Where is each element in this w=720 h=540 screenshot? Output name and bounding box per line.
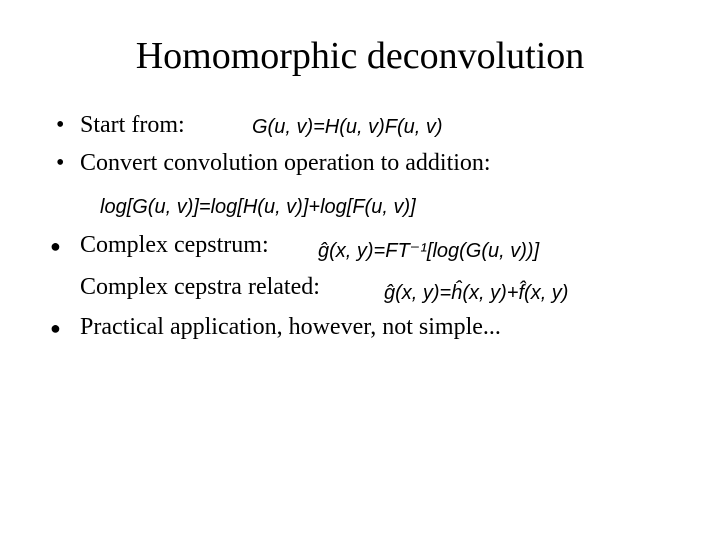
bullet-text: Practical application, however, not simple... [80, 314, 501, 340]
sub-item-text: Complex cepstra related: [80, 274, 320, 300]
bullet-start-from [56, 112, 185, 139]
bullet-convert [56, 150, 491, 177]
slide-title: Homomorphic deconvolution [135, 35, 585, 77]
bullet-marker: • [56, 112, 65, 138]
equation-2: log[G(u, v)]=log[H(u, v)]+log[F(u, v)] [100, 196, 416, 218]
bullet-text: Start from: [80, 112, 185, 138]
bullet-complex-cepstrum [50, 232, 269, 259]
bullet-marker: ● [50, 236, 61, 256]
sub-item-complex-cepstra [80, 274, 320, 301]
bullet-text: Complex cepstrum: [80, 232, 269, 258]
bullet-marker: • [56, 150, 65, 176]
equation-1: G(u, v)=H(u, v)F(u, v) [252, 116, 443, 138]
equation-3: ĝ(x, y)=FT⁻¹[log(G(u, v))] [318, 240, 540, 262]
bullet-text: Convert convolution operation to addition: [80, 150, 491, 176]
bullet-practical [50, 314, 501, 341]
bullet-marker: ● [50, 318, 61, 338]
equation-4: ĝ(x, y)=ĥ(x, y)+f̂(x, y) [384, 282, 569, 304]
